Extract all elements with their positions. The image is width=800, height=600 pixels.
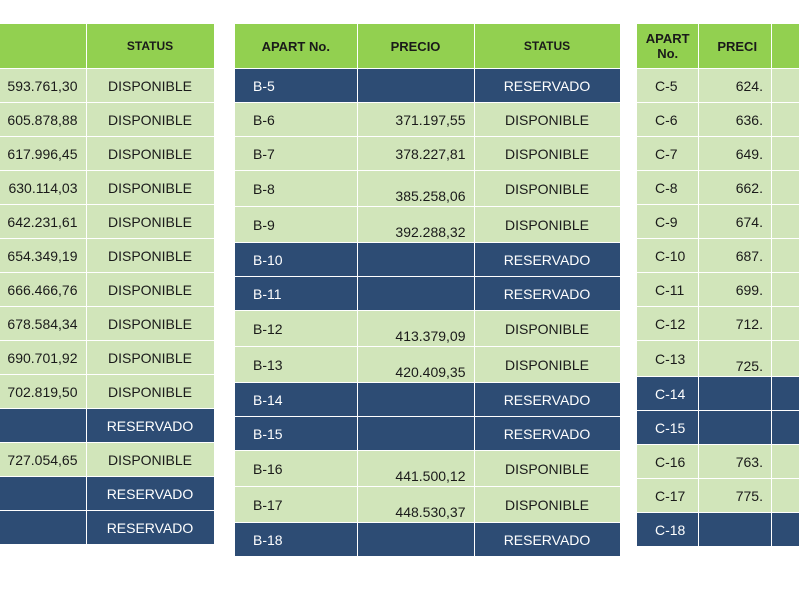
apartment-number-cell: B-11 <box>235 277 357 311</box>
price-cell: 630.114,03 <box>0 171 86 205</box>
apartment-number-cell: B-18 <box>235 523 357 557</box>
price-cell: 392.288,32 <box>357 207 474 243</box>
status-cell: DISPONIBLE <box>86 341 214 375</box>
table-row <box>235 103 620 137</box>
price-cell: 690.701,92 <box>0 341 86 375</box>
apartment-number-cell: C-10 <box>637 239 699 273</box>
header-row <box>0 24 214 69</box>
table-row <box>235 277 620 311</box>
table-row <box>0 341 214 375</box>
apartment-number-cell: C-14 <box>637 377 699 411</box>
apartment-number-cell: B-17 <box>235 487 357 523</box>
status-cell: DISPONIBLE <box>86 69 214 103</box>
price-cell: 712. <box>699 307 772 341</box>
table-row <box>637 137 800 171</box>
table-row <box>637 377 800 411</box>
status-cell <box>771 479 799 513</box>
table-row <box>0 273 214 307</box>
status-cell <box>771 171 799 205</box>
status-cell: DISPONIBLE <box>86 171 214 205</box>
header-status: STATUS <box>474 24 620 69</box>
table-row <box>0 511 214 545</box>
table-row <box>0 69 214 103</box>
price-cell <box>0 477 86 511</box>
price-cell <box>357 277 474 311</box>
price-cell: 385.258,06 <box>357 171 474 207</box>
price-cell: 642.231,61 <box>0 205 86 239</box>
table-row <box>235 451 620 487</box>
header-status: STATUS <box>86 24 214 69</box>
price-cell <box>357 417 474 451</box>
apartment-number-cell: B-12 <box>235 311 357 347</box>
table-row <box>637 479 800 513</box>
header-status <box>771 24 799 69</box>
table-row <box>235 347 620 383</box>
status-cell <box>771 411 799 445</box>
table-body <box>637 69 800 547</box>
status-cell: DISPONIBLE <box>86 103 214 137</box>
apartment-number-cell: B-8 <box>235 171 357 207</box>
status-cell: RESERVADO <box>86 409 214 443</box>
status-cell: RESERVADO <box>474 417 620 451</box>
status-cell: DISPONIBLE <box>474 171 620 207</box>
status-cell: DISPONIBLE <box>474 347 620 383</box>
price-cell <box>357 523 474 557</box>
status-cell <box>771 377 799 411</box>
table-row <box>235 137 620 171</box>
price-cell: 727.054,65 <box>0 443 86 477</box>
table-row <box>235 311 620 347</box>
price-cell <box>357 69 474 103</box>
apartment-number-cell: B-13 <box>235 347 357 383</box>
table-row <box>235 171 620 207</box>
table-row <box>0 409 214 443</box>
status-cell: RESERVADO <box>474 383 620 417</box>
status-cell: DISPONIBLE <box>474 311 620 347</box>
table-row <box>0 477 214 511</box>
table-row <box>235 417 620 451</box>
status-cell: DISPONIBLE <box>86 443 214 477</box>
price-cell: 678.584,34 <box>0 307 86 341</box>
table-row <box>637 307 800 341</box>
status-cell: DISPONIBLE <box>474 137 620 171</box>
apartment-number-cell: C-6 <box>637 103 699 137</box>
price-cell: 448.530,37 <box>357 487 474 523</box>
table-row <box>637 445 800 479</box>
price-cell: 649. <box>699 137 772 171</box>
price-cell: 413.379,09 <box>357 311 474 347</box>
table-row <box>0 205 214 239</box>
table-row <box>235 487 620 523</box>
apartments-table-b <box>235 24 621 556</box>
table-row <box>0 239 214 273</box>
price-cell: 378.227,81 <box>357 137 474 171</box>
status-cell: DISPONIBLE <box>86 307 214 341</box>
table-row <box>637 273 800 307</box>
status-cell: RESERVADO <box>86 511 214 545</box>
status-cell: DISPONIBLE <box>86 239 214 273</box>
table-row <box>637 239 800 273</box>
status-cell <box>771 513 799 547</box>
header-precio: PRECI <box>699 24 772 69</box>
status-cell: DISPONIBLE <box>474 207 620 243</box>
status-cell: DISPONIBLE <box>86 137 214 171</box>
table-row <box>637 171 800 205</box>
apartment-number-cell: C-15 <box>637 411 699 445</box>
price-cell: 725. <box>699 341 772 377</box>
status-cell <box>771 137 799 171</box>
price-cell <box>699 513 772 547</box>
status-cell <box>771 205 799 239</box>
header-row <box>637 24 800 69</box>
table-row <box>637 69 800 103</box>
apartment-number-cell: C-17 <box>637 479 699 513</box>
status-cell: RESERVADO <box>86 477 214 511</box>
price-cell: 666.466,76 <box>0 273 86 307</box>
apartment-number-cell: B-14 <box>235 383 357 417</box>
header-precio <box>0 24 86 69</box>
apartment-number-cell: C-5 <box>637 69 699 103</box>
price-cell: 654.349,19 <box>0 239 86 273</box>
price-cell: 605.878,88 <box>0 103 86 137</box>
table-row <box>235 383 620 417</box>
table-body <box>0 69 214 545</box>
status-cell <box>771 273 799 307</box>
apartment-number-cell: B-16 <box>235 451 357 487</box>
status-cell: RESERVADO <box>474 523 620 557</box>
price-cell <box>0 511 86 545</box>
status-cell: DISPONIBLE <box>86 375 214 409</box>
apartment-number-cell: C-12 <box>637 307 699 341</box>
price-cell: 763. <box>699 445 772 479</box>
apartment-number-cell: B-6 <box>235 103 357 137</box>
price-cell: 624. <box>699 69 772 103</box>
table-row <box>637 103 800 137</box>
price-cell: 775. <box>699 479 772 513</box>
table-row <box>235 207 620 243</box>
table-row <box>0 375 214 409</box>
table-row <box>235 243 620 277</box>
price-cell: 636. <box>699 103 772 137</box>
header-row <box>235 24 620 69</box>
table-row <box>0 137 214 171</box>
apartments-table-c <box>637 24 800 546</box>
apartment-number-cell: C-13 <box>637 341 699 377</box>
apartment-number-cell: B-15 <box>235 417 357 451</box>
apartment-number-cell: B-9 <box>235 207 357 243</box>
header-precio: PRECIO <box>357 24 474 69</box>
price-cell: 420.409,35 <box>357 347 474 383</box>
table-row <box>0 443 214 477</box>
apartment-number-cell: C-8 <box>637 171 699 205</box>
price-cell: 371.197,55 <box>357 103 474 137</box>
table-row <box>637 205 800 239</box>
apartment-number-cell: C-11 <box>637 273 699 307</box>
apartment-number-cell: B-5 <box>235 69 357 103</box>
price-cell: 674. <box>699 205 772 239</box>
table-row <box>0 103 214 137</box>
price-cell: 687. <box>699 239 772 273</box>
status-cell: RESERVADO <box>474 243 620 277</box>
apartment-number-cell: B-10 <box>235 243 357 277</box>
status-cell <box>771 307 799 341</box>
header-apart: APART No. <box>637 24 699 69</box>
status-cell <box>771 69 799 103</box>
status-cell <box>771 239 799 273</box>
table-row <box>0 171 214 205</box>
price-cell <box>357 243 474 277</box>
status-cell: RESERVADO <box>474 69 620 103</box>
table-row <box>0 307 214 341</box>
price-cell <box>699 377 772 411</box>
status-cell: DISPONIBLE <box>86 273 214 307</box>
price-cell: 662. <box>699 171 772 205</box>
price-cell: 617.996,45 <box>0 137 86 171</box>
status-cell: DISPONIBLE <box>474 103 620 137</box>
table-row <box>637 411 800 445</box>
table-row <box>637 513 800 547</box>
apartment-number-cell: C-18 <box>637 513 699 547</box>
apartments-table-a <box>0 24 215 544</box>
table-body <box>235 69 620 557</box>
table-row <box>235 523 620 557</box>
status-cell: DISPONIBLE <box>474 451 620 487</box>
price-cell: 593.761,30 <box>0 69 86 103</box>
price-cell <box>357 383 474 417</box>
status-cell <box>771 445 799 479</box>
apartment-number-cell: C-7 <box>637 137 699 171</box>
price-cell <box>699 411 772 445</box>
status-cell: DISPONIBLE <box>474 487 620 523</box>
price-cell <box>0 409 86 443</box>
price-cell: 699. <box>699 273 772 307</box>
apartment-number-cell: B-7 <box>235 137 357 171</box>
apartment-number-cell: C-16 <box>637 445 699 479</box>
apartment-number-cell: C-9 <box>637 205 699 239</box>
status-cell <box>771 341 799 377</box>
header-apart: APART No. <box>235 24 357 69</box>
price-cell: 441.500,12 <box>357 451 474 487</box>
price-cell: 702.819,50 <box>0 375 86 409</box>
status-cell: DISPONIBLE <box>86 205 214 239</box>
table-row <box>235 69 620 103</box>
table-row <box>637 341 800 377</box>
status-cell <box>771 103 799 137</box>
status-cell: RESERVADO <box>474 277 620 311</box>
